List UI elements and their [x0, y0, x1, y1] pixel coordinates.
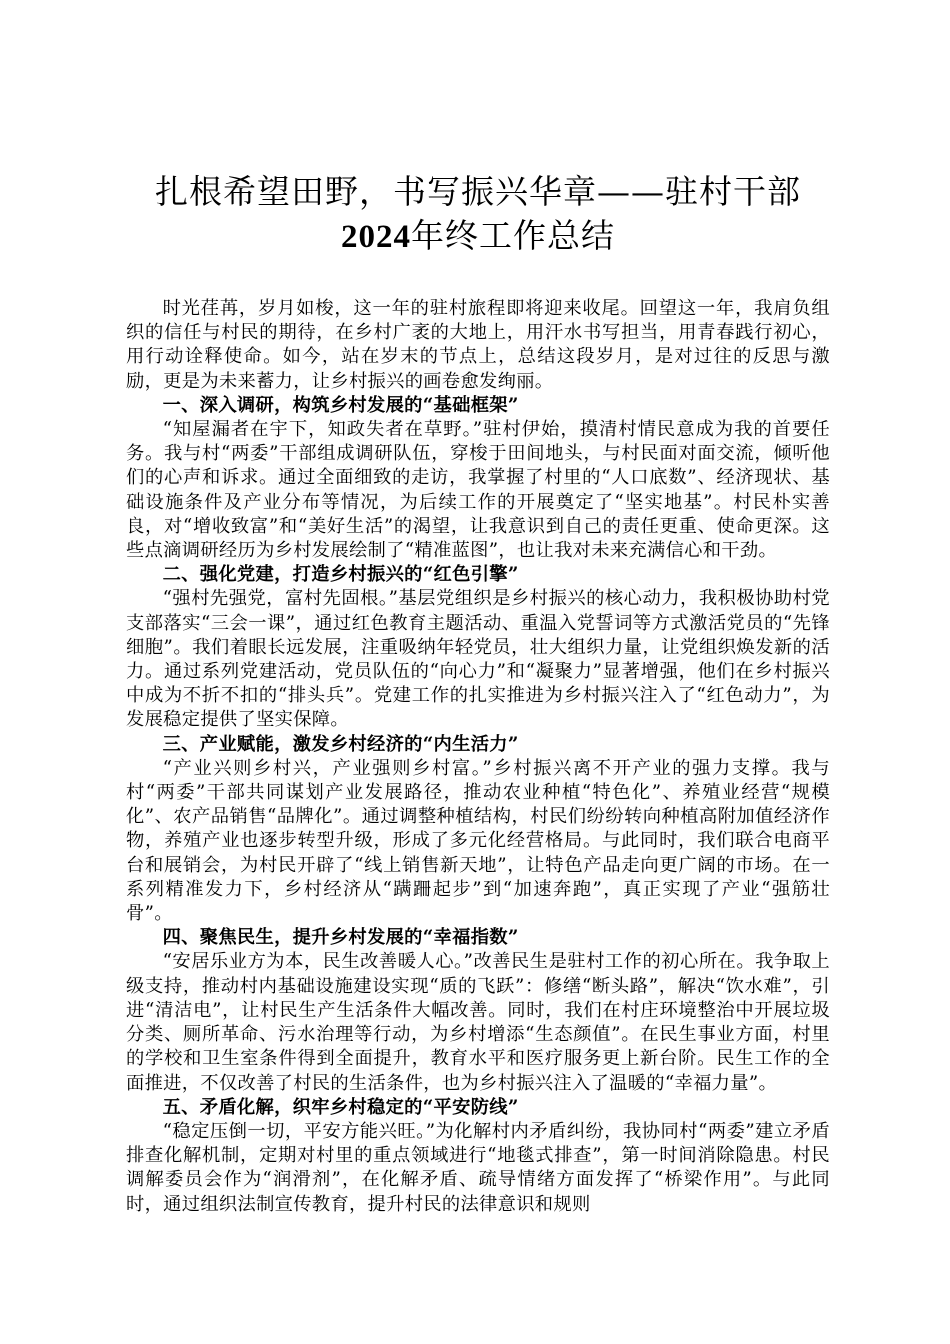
- title-year: 2024: [341, 219, 411, 255]
- section-paragraph-3: “产业兴则乡村兴，产业强则乡村富。”乡村振兴离不开产业的强力支撑。我与村“两委”干部共同谋划产业发展路径，推动农业种植“特色化”、养殖业经营“规模化”、农产品销售“品牌化”。通过调整种植结构，村民们纷纷转向种植高附加值经济作物，养殖产业也逐步转型升级，形成了多元化经营格局。与此同时，我们联合电商平台和展销会，为村民开辟了“线上销售新天地”，让特色产品走向更广阔的市场。在一系列精准发力下，乡村经济从“蹒跚起步”到“加速奔跑”，真正实现了产业“强筋壮骨”。: [126, 757, 830, 925]
- section-paragraph-5: “稳定压倒一切，平安方能兴旺。”为化解村内矛盾纠纷，我协同村“两委”建立矛盾排查化解机制，定期对村里的重点领域进行“地毯式排查”，第一时间消除隐患。村民调解委员会作为“润滑剂”，在化解矛盾、疏导情绪方面发挥了“桥梁作用”。与此同时，通过组织法制宣传教育，提升村民的法律意识和规则: [126, 1120, 830, 1215]
- section-heading-2: 二、强化党建，打造乡村振兴的“红色引擎”: [162, 564, 519, 586]
- section-heading-5: 五、矛盾化解，织牢乡村稳定的“平安防线”: [162, 1096, 519, 1118]
- title-line-2: [126, 214, 830, 259]
- section-heading-3: 三、产业赋能，激发乡村经济的“内生活力”: [162, 733, 519, 755]
- intro-paragraph: 时光荏苒，岁月如梭，这一年的驻村旅程即将迎来收尾。回望这一年，我肩负组织的信任与村民的期待，在乡村广袤的大地上，用汗水书写担当，用青春践行初心，用行动诠释使命。如今，站在岁末的节点上，总结这段岁月，是对过往的反思与激励，更是为未来蓄力，让乡村振兴的画卷愈发绚丽。: [126, 298, 830, 392]
- document-title: [126, 170, 830, 259]
- title-line-2-rest: 年终工作总结: [411, 216, 615, 255]
- section-paragraph-4: “安居乐业方为本，民生改善暖人心。”改善民生是驻村工作的初心所在。我争取上级支持，推动村内基础设施建设实现“质的飞跃”：修缮“断头路”，解决“饮水难”，引进“清洁电”，让村民生产生活条件大幅改善。同时，我们在村庄环境整治中开展垃圾分类、厕所革命、污水治理等行动，为乡村增添“生态颜值”。在民生事业方面，村里的学校和卫生室条件得到全面提升，教育水平和医疗服务更上新台阶。民生工作的全面推进，不仅改善了村民的生活条件，也为乡村振兴注入了温暖的“幸福力量”。: [126, 951, 830, 1094]
- document-body: [126, 297, 830, 1217]
- title-line-1: 扎根希望田野，书写振兴华章——驻村干部: [155, 172, 801, 211]
- section-paragraph-1: “知屋漏者在宇下，知政失者在草野。”驻村伊始，摸清村情民意成为我的首要任务。我与村“两委”干部组成调研队伍，穿梭于田间地头，与村民面对面交流，倾听他们的心声和诉求。通过全面细致的走访，我掌握了村里的“人口底数”、经济现状、基础设施条件及产业分布等情况，为后续工作的开展奠定了“坚实地基”。村民朴实善良，对“增收致富”和“美好生活”的渴望，让我意识到自己的责任更重、使命更深。这些点滴调研经历为乡村发展绘制了“精准蓝图”，也让我对未来充满信心和干劲。: [126, 419, 830, 562]
- section-heading-1: 一、深入调研，构筑乡村发展的“基础框架”: [162, 394, 519, 416]
- section-heading-4: 四、聚焦民生，提升乡村发展的“幸福指数”: [162, 927, 519, 949]
- document-page: [126, 0, 830, 1217]
- section-paragraph-2: “强村先强党，富村先固根。”基层党组织是乡村振兴的核心动力，我积极协助村党支部落实“三会一课”，通过红色教育主题活动、重温入党誓词等方式激活党员的“先锋细胞”。我们着眼长远发展，注重吸纳年轻党员，壮大组织力量，让党组织焕发新的活力。通过系列党建活动，党员队伍的“向心力”和“凝聚力”显著增强，他们在乡村振兴中成为不折不扣的“排头兵”。党建工作的扎实推进为乡村振兴注入了“红色动力”，为发展稳定提供了坚实保障。: [126, 588, 830, 731]
